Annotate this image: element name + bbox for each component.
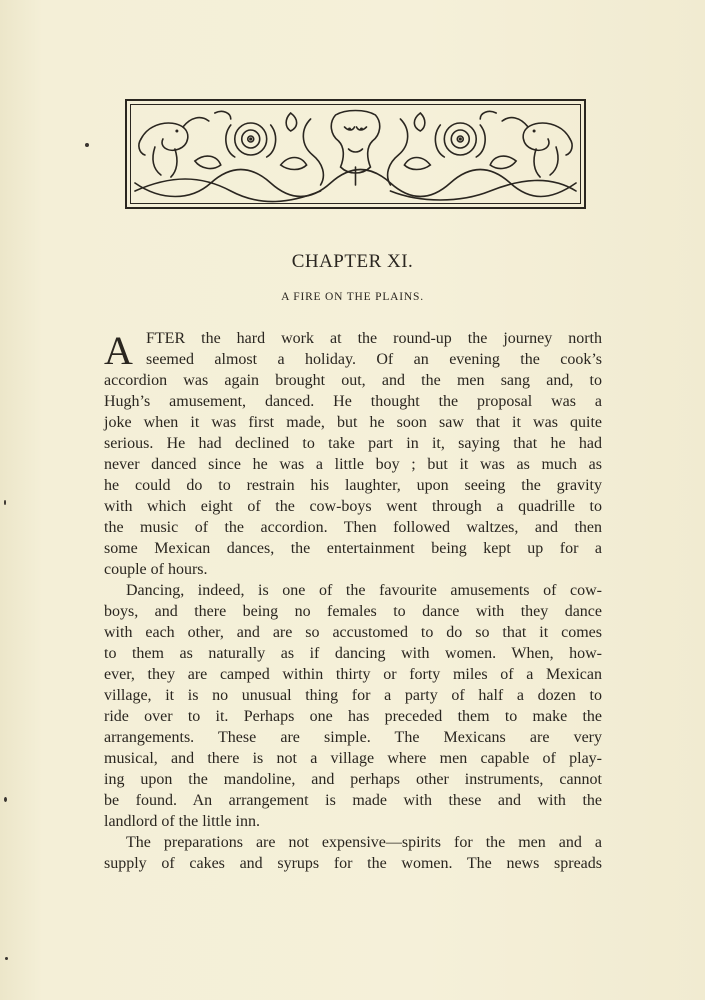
text-line: boys, and there being no females to dance with they dance: [104, 603, 602, 620]
text-line: serious. He had declined to take part in it, saying that he had: [104, 435, 602, 452]
text-line: FTER the hard work at the round-up the journey north: [146, 330, 602, 347]
page-speck: [4, 797, 7, 802]
text-line: never danced since he was a little boy ; but it was as much as: [104, 456, 602, 473]
chapter-subtitle: A FIRE ON THE PLAINS.: [281, 291, 424, 303]
chapter-title: CHAPTER XI.: [291, 251, 414, 272]
text-line: ever, they are camped within thirty or forty miles of a Mexican: [104, 666, 602, 683]
text-line: village, it is no unusual thing for a party of half a dozen to: [104, 687, 602, 704]
text-line: ing upon the mandoline, and perhaps other instruments, cannot: [104, 771, 602, 788]
text-line: arrangements. These are simple. The Mexicans are very: [104, 729, 602, 746]
paragraph: [104, 580, 602, 832]
text-line: he could do to restrain his laughter, upon seeing the gravity: [104, 477, 602, 494]
text-line: the music of the accordion. Then followed waltzes, and then: [104, 519, 602, 536]
ornamental-headpiece: [125, 99, 586, 209]
text-line: supply of cakes and syrups for the women. The news spreads: [104, 855, 602, 872]
text-line: accordion was again brought out, and the men sang and, to: [104, 372, 602, 389]
text-line: seemed almost a holiday. Of an evening the cook’s: [146, 351, 602, 368]
paragraph: [104, 832, 602, 874]
drop-cap: A: [104, 328, 133, 373]
text-line: joke when it was first made, but he soon saw that it was quite: [104, 414, 602, 431]
text-line: with which eight of the cow-boys went through a quadrille to: [104, 498, 602, 515]
text-line: be found. An arrangement is made with these and with the: [104, 792, 602, 809]
page-speck: [5, 957, 8, 960]
ornament-icon: [131, 105, 580, 203]
text-line: couple of hours.: [104, 561, 208, 578]
text-line: Hugh’s amusement, danced. He thought the proposal was a: [104, 393, 602, 410]
text-line: with each other, and are so accustomed to do so that it comes: [104, 624, 602, 641]
text-line: some Mexican dances, the entertainment being kept up for a: [104, 540, 602, 557]
text-line: landlord of the little inn.: [104, 813, 260, 830]
page-speck: [4, 500, 6, 505]
paragraph: [104, 328, 602, 580]
text-line: ride over to it. Perhaps one has preceded them to make the: [104, 708, 602, 725]
chapter-body: [104, 328, 602, 874]
page-speck: [85, 143, 89, 147]
text-line: to them as naturally as if dancing with women. When, how-: [104, 645, 602, 662]
text-line: musical, and there is not a village where men capable of play-: [104, 750, 602, 767]
text-line: The preparations are not expensive—spirits for the men and a: [126, 834, 602, 851]
text-line: Dancing, indeed, is one of the favourite amusements of cow-: [126, 582, 602, 599]
